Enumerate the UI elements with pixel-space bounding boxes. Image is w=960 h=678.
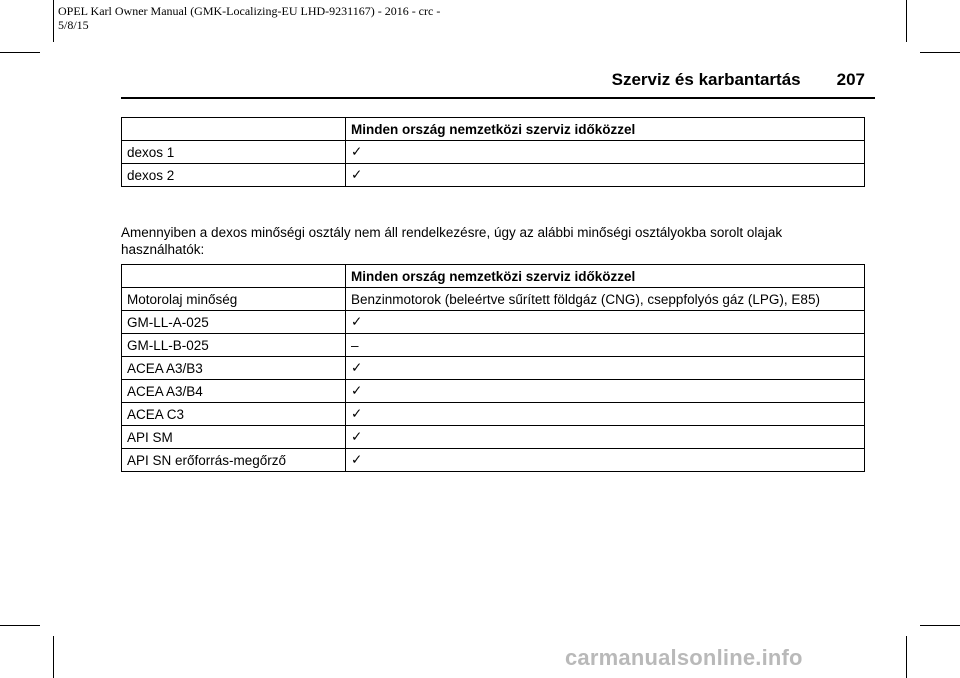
crop-mark (53, 0, 54, 42)
oil-class-cell: GM-LL-B-025 (122, 334, 346, 357)
oil-class-cell: API SN erőforrás-megőrző (122, 449, 346, 472)
crop-mark (906, 636, 907, 678)
crop-mark (906, 0, 907, 42)
table-row (122, 164, 865, 187)
document-header-line1: OPEL Karl Owner Manual (GMK-Localizing-EU LHD-9231167) - 2016 - crc - (58, 4, 441, 18)
table-row (122, 141, 865, 164)
page-heading (121, 70, 865, 90)
section-title: Szerviz és karbantartás (611, 70, 801, 89)
oil-class-cell: API SM (122, 426, 346, 449)
table-header-row (122, 265, 865, 288)
oil-class-cell: ACEA C3 (122, 403, 346, 426)
table-header-cell: Minden ország nemzetközi szerviz időközzel (346, 265, 865, 288)
check-mark-cell: ✓ (346, 164, 865, 187)
table-header-row (122, 118, 865, 141)
oil-class-cell: Motorolaj minőség (122, 288, 346, 311)
table-row (122, 403, 865, 426)
table-row (122, 311, 865, 334)
table-header-cell (122, 265, 346, 288)
oil-class-cell: ACEA A3/B3 (122, 357, 346, 380)
table-row (122, 334, 865, 357)
table-row (122, 357, 865, 380)
table-row (122, 380, 865, 403)
crop-mark (920, 52, 960, 53)
dexos-table (121, 117, 865, 187)
check-mark-cell: ✓ (346, 449, 865, 472)
check-mark-cell: ✓ (346, 426, 865, 449)
heading-rule (121, 97, 875, 99)
dash-cell: – (346, 334, 865, 357)
check-mark-cell: ✓ (346, 403, 865, 426)
table-row (122, 288, 865, 311)
check-mark-cell: ✓ (346, 357, 865, 380)
crop-mark (53, 636, 54, 678)
crop-mark (0, 625, 40, 626)
oil-class-cell: ACEA A3/B4 (122, 380, 346, 403)
check-mark-cell: ✓ (346, 141, 865, 164)
table-header-cell: Minden ország nemzetközi szerviz időközzel (346, 118, 865, 141)
value-cell: Benzinmotorok (beleértve sűrített földgáz (CNG), cseppfolyós gáz (LPG), E85) (346, 288, 865, 311)
check-mark-cell: ✓ (346, 311, 865, 334)
body-paragraph: Amennyiben a dexos minőségi osztály nem áll rendelkezésre, úgy az alábbi minőségi osztályokba sorolt olajak használhatók: (121, 225, 783, 257)
oil-quality-table (121, 264, 865, 472)
oil-class-cell: dexos 1 (122, 141, 346, 164)
table-header-cell (122, 118, 346, 141)
crop-mark (920, 625, 960, 626)
oil-class-cell: GM-LL-A-025 (122, 311, 346, 334)
check-mark-cell: ✓ (346, 380, 865, 403)
crop-mark (0, 52, 40, 53)
page-number: 207 (836, 70, 865, 89)
table-row (122, 426, 865, 449)
oil-class-cell: dexos 2 (122, 164, 346, 187)
watermark-text: carmanualsonline.info (565, 645, 803, 670)
document-header (58, 4, 440, 32)
document-header-line2: 5/8/15 (58, 18, 89, 32)
table-row (122, 449, 865, 472)
